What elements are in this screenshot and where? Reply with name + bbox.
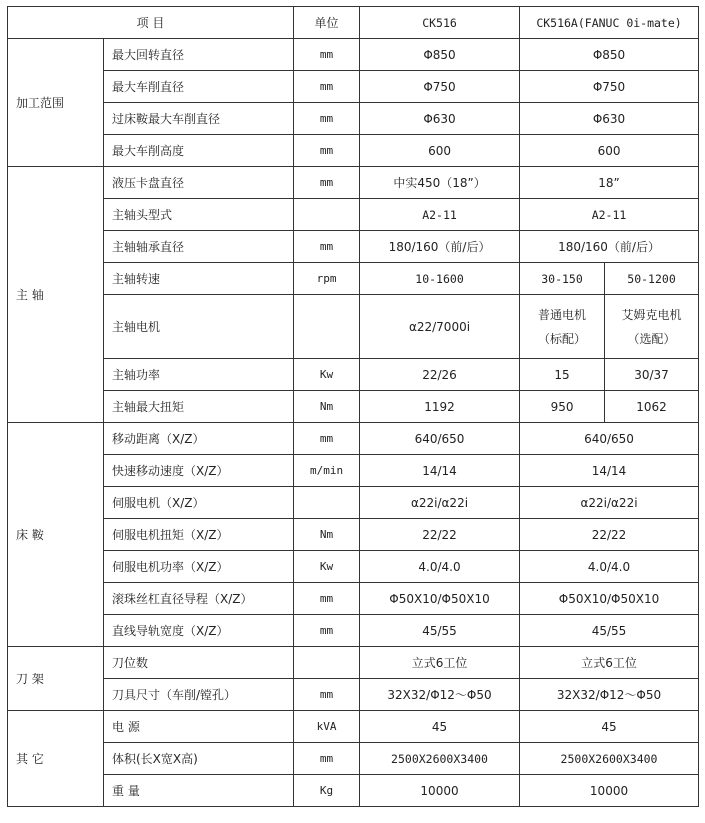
row-label: 液压卡盘直径 <box>104 167 294 199</box>
row-value-2: 立式6工位 <box>520 647 699 679</box>
row-unit: m/min <box>294 455 360 487</box>
row-value-1: α22/7000i <box>360 295 520 359</box>
group-saddle: 床 鞍 <box>8 423 104 647</box>
table-row <box>8 615 699 647</box>
spec-table <box>7 6 699 807</box>
row-label: 主轴功率 <box>104 359 294 391</box>
row-unit: mm <box>294 167 360 199</box>
row-value-1: 22/26 <box>360 359 520 391</box>
row-value-2a: 15 <box>520 359 605 391</box>
row-label: 刀具尺寸（车削/镗孔） <box>104 679 294 711</box>
row-value-2: 45 <box>520 711 699 743</box>
row-value-2: Φ50X10/Φ50X10 <box>520 583 699 615</box>
row-value-2: 4.0/4.0 <box>520 551 699 583</box>
table-row <box>8 167 699 199</box>
row-label: 快速移动速度（X/Z） <box>104 455 294 487</box>
row-value-1: A2-11 <box>360 199 520 231</box>
row-unit: rpm <box>294 263 360 295</box>
row-value-2: 45/55 <box>520 615 699 647</box>
row-unit <box>294 487 360 519</box>
row-value-2b: 50-1200 <box>605 263 699 295</box>
motor-optional-name: 艾姆克电机 <box>621 307 682 322</box>
row-value-1: 2500X2600X3400 <box>360 743 520 775</box>
row-label: 主轴头型式 <box>104 199 294 231</box>
row-unit: Kw <box>294 359 360 391</box>
table-row <box>8 711 699 743</box>
row-unit: mm <box>294 743 360 775</box>
row-value-2a: 950 <box>520 391 605 423</box>
row-value-2: α22i/α22i <box>520 487 699 519</box>
row-value-1: 14/14 <box>360 455 520 487</box>
row-value-1: α22i/α22i <box>360 487 520 519</box>
table-row <box>8 39 699 71</box>
row-value-2b: 30/37 <box>605 359 699 391</box>
row-value-2: 18” <box>520 167 699 199</box>
row-value-2: 180/160（前/后） <box>520 231 699 263</box>
row-value-2a: 30-150 <box>520 263 605 295</box>
table-row <box>8 71 699 103</box>
row-value-1: 45 <box>360 711 520 743</box>
motor-standard-note: （标配） <box>538 331 587 346</box>
row-label: 过床鞍最大车削直径 <box>104 103 294 135</box>
table-row <box>8 135 699 167</box>
row-value-1: 45/55 <box>360 615 520 647</box>
row-label: 重 量 <box>104 775 294 807</box>
row-unit: mm <box>294 679 360 711</box>
table-row <box>8 199 699 231</box>
row-unit: Nm <box>294 391 360 423</box>
row-value-1: 600 <box>360 135 520 167</box>
table-row <box>8 423 699 455</box>
header-model-2: CK516A(FANUC 0i-mate) <box>520 7 699 39</box>
row-value-2: 2500X2600X3400 <box>520 743 699 775</box>
row-unit <box>294 199 360 231</box>
motor-standard-name: 普通电机 <box>538 307 587 322</box>
row-value-2b: 1062 <box>605 391 699 423</box>
table-row <box>8 231 699 263</box>
row-unit: Kw <box>294 551 360 583</box>
group-turret: 刀 架 <box>8 647 104 711</box>
row-unit: mm <box>294 615 360 647</box>
row-value-1: 180/160（前/后） <box>360 231 520 263</box>
row-label: 最大车削高度 <box>104 135 294 167</box>
table-row <box>8 359 699 391</box>
row-value-2: 640/650 <box>520 423 699 455</box>
row-unit <box>294 295 360 359</box>
row-unit: mm <box>294 39 360 71</box>
row-unit: mm <box>294 135 360 167</box>
row-label: 主轴轴承直径 <box>104 231 294 263</box>
row-label: 主轴最大扭矩 <box>104 391 294 423</box>
table-row <box>8 519 699 551</box>
row-value-2: 600 <box>520 135 699 167</box>
table-row <box>8 263 699 295</box>
row-value-1: Φ850 <box>360 39 520 71</box>
row-label: 最大车削直径 <box>104 71 294 103</box>
header-row <box>8 7 699 39</box>
row-label: 伺服电机功率（X/Z） <box>104 551 294 583</box>
motor-optional-note: （选配） <box>627 331 676 346</box>
table-row <box>8 295 699 359</box>
row-unit: mm <box>294 583 360 615</box>
row-value-1: 640/650 <box>360 423 520 455</box>
row-value-2b <box>605 295 699 359</box>
row-value-2: 22/22 <box>520 519 699 551</box>
table-row <box>8 743 699 775</box>
table-row <box>8 679 699 711</box>
row-value-2: 14/14 <box>520 455 699 487</box>
row-value-2: Φ750 <box>520 71 699 103</box>
row-value-2: Φ630 <box>520 103 699 135</box>
header-unit: 单位 <box>294 7 360 39</box>
row-value-1: Φ750 <box>360 71 520 103</box>
row-label: 电 源 <box>104 711 294 743</box>
table-row <box>8 391 699 423</box>
row-label: 最大回转直径 <box>104 39 294 71</box>
spec-table-container <box>7 6 699 807</box>
row-label: 直线导轨宽度（X/Z） <box>104 615 294 647</box>
row-value-1: 10-1600 <box>360 263 520 295</box>
row-unit: Kg <box>294 775 360 807</box>
row-unit: kVA <box>294 711 360 743</box>
table-row <box>8 647 699 679</box>
table-row <box>8 455 699 487</box>
row-label: 主轴转速 <box>104 263 294 295</box>
row-unit: mm <box>294 231 360 263</box>
header-item: 项 目 <box>8 7 294 39</box>
table-row <box>8 103 699 135</box>
row-label: 伺服电机扭矩（X/Z） <box>104 519 294 551</box>
row-label: 主轴电机 <box>104 295 294 359</box>
row-unit: mm <box>294 423 360 455</box>
row-value-2: Φ850 <box>520 39 699 71</box>
row-value-1: Φ50X10/Φ50X10 <box>360 583 520 615</box>
table-row <box>8 551 699 583</box>
row-value-1: 中实450（18”） <box>360 167 520 199</box>
group-processing: 加工范围 <box>8 39 104 167</box>
table-row <box>8 583 699 615</box>
row-value-2: A2-11 <box>520 199 699 231</box>
group-spindle: 主 轴 <box>8 167 104 423</box>
row-value-2: 32X32/Φ12～Φ50 <box>520 679 699 711</box>
table-row <box>8 775 699 807</box>
row-value-1: 32X32/Φ12～Φ50 <box>360 679 520 711</box>
header-model-1: CK516 <box>360 7 520 39</box>
table-row <box>8 487 699 519</box>
row-value-1: 10000 <box>360 775 520 807</box>
row-unit <box>294 647 360 679</box>
row-value-1: Φ630 <box>360 103 520 135</box>
row-label: 移动距离（X/Z） <box>104 423 294 455</box>
group-other: 其 它 <box>8 711 104 807</box>
row-label: 伺服电机（X/Z） <box>104 487 294 519</box>
row-value-2a <box>520 295 605 359</box>
row-unit: mm <box>294 103 360 135</box>
row-label: 滚珠丝杠直径导程（X/Z） <box>104 583 294 615</box>
row-value-1: 1192 <box>360 391 520 423</box>
row-label: 体积(长X宽X高) <box>104 743 294 775</box>
row-value-2: 10000 <box>520 775 699 807</box>
row-label: 刀位数 <box>104 647 294 679</box>
row-value-1: 22/22 <box>360 519 520 551</box>
row-unit: Nm <box>294 519 360 551</box>
row-unit: mm <box>294 71 360 103</box>
row-value-1: 立式6工位 <box>360 647 520 679</box>
row-value-1: 4.0/4.0 <box>360 551 520 583</box>
